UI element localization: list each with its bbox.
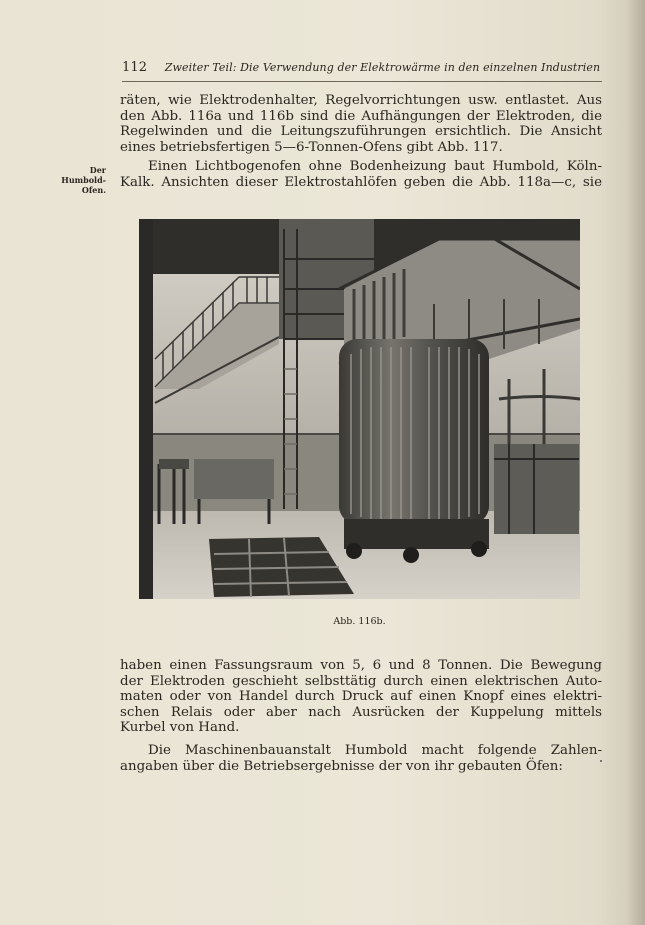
text-line: eines betriebsfertigen 5—6-Tonnen-Ofens gibt Abb. 117. — [120, 139, 503, 155]
text-line: haben einen Fassungsraum von 5, 6 und 8 Tonnen. Die Bewegung — [120, 658, 602, 673]
paragraph-1 — [120, 93, 602, 155]
text-line: Die Maschinenbauanstalt Humbold macht folgende Zahlen- — [148, 743, 602, 758]
text-line: Kalk. Ansichten dieser Elektrostahlöfen geben die Abb. 118a—c, sie — [120, 174, 602, 190]
page-gutter-shadow — [627, 0, 645, 925]
text-line: den Abb. 116a und 116b sind die Aufhängungen der Elektroden, die — [120, 108, 602, 124]
paragraph-4 — [120, 743, 602, 774]
margin-note-line: Der Humbold- — [61, 165, 106, 185]
paragraph-2 — [120, 159, 602, 190]
text-line: Regelwinden und die Leitungszuführungen ersichtlich. Die Ansicht — [120, 124, 602, 139]
figure-caption: Abb. 116b. — [333, 616, 386, 627]
page-number: 112 — [122, 60, 148, 75]
figure-furnace-photo — [139, 219, 580, 599]
margin-note — [46, 165, 106, 195]
paragraph-3 — [120, 658, 602, 736]
page-header — [122, 60, 602, 82]
furnace-hall-illustration — [139, 219, 580, 599]
text-line: Kurbel von Hand. — [120, 720, 240, 735]
running-title: Zweiter Teil: Die Verwendung der Elektrowärme in den einzelnen Industrien — [164, 61, 601, 74]
print-speck — [600, 760, 602, 762]
text-line: räten, wie Elektrodenhalter, Regelvorrichtungen usw. entlastet. Aus — [120, 93, 602, 108]
text-line: schen Relais oder aber nach Ausrücken der Kuppelung mittels — [120, 704, 602, 720]
margin-note-line: Ofen. — [81, 185, 106, 195]
text-line: angaben über die Betriebsergebnisse der von ihr gebauten Öfen: — [120, 758, 563, 774]
text-line: der Elektroden geschieht selbsttätig durch einen elektrischen Auto- — [120, 673, 602, 689]
text-line: maten oder von Handel durch Druck auf einen Knopf eines elektri- — [120, 689, 602, 704]
text-line: Einen Lichtbogenofen ohne Bodenheizung baut Humbold, Köln- — [148, 159, 602, 174]
